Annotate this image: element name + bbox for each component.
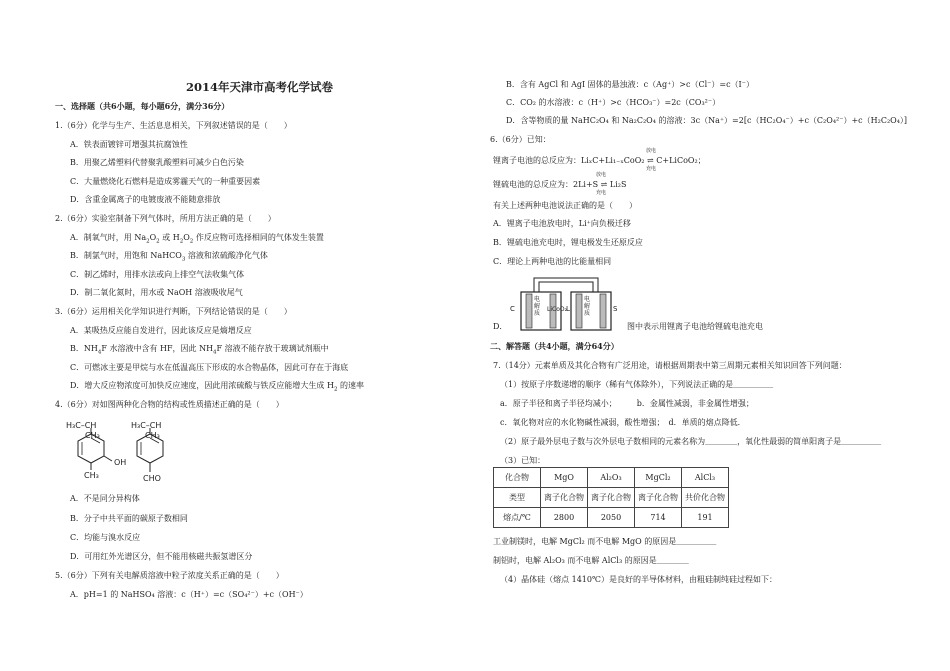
page-title: 2014年天津市高考化学试卷 [186,80,334,94]
fig-licoo2-label: LiCoO₂ [547,306,567,313]
table-cell: 化合物 [494,468,541,488]
table-cell: 熔点/℃ [494,508,541,528]
q3-option-b: B．$NH_4F$ 水溶液中含有 HF，因此 $NH_4F$ 溶液不能存放于玻璃试剂瓶中 [70,344,329,356]
q1-option-d: D．含重金属离子的电镀废液不能随意排放 [70,195,221,204]
table-cell: 离子化合物 [541,488,588,508]
table-cell: 离子化合物 [588,488,635,508]
table-row [494,468,729,488]
q5-option-b: B．含有 AgCl 和 AgI 固体的悬浊液：c（Ag⁺）>c（Cl⁻）=c（I⁻） [506,80,754,89]
q7-stem: 7.（14分）元素单质及其化合物有广泛用途，请根据周期表中第三周期元素相关知识回答下列问题： [493,361,847,370]
mol2-cho: CHO [143,474,161,483]
q1-stem: 1.（6分）化学与生产、生活息息相关，下列叙述错误的是（ ） [55,121,292,130]
table-row [494,508,729,528]
q6-charge-label-1: 充电 [646,166,657,172]
q6-option-c: C．理论上两种电池的比能量相同 [493,257,612,266]
q4-option-c: C．均能与溴水反应 [70,533,141,542]
q3-option-d: D．增大反应物浓度可加快反应速度，因此用浓硫酸与铁反应能增大生成 $H_2$ 的速率 [70,381,364,393]
q6-li-ion-reaction: 锂离子电池的总反应为：LiₓC+Li₁₋ₓCoO₂ ⇌ C+LiCoO₂； [493,156,706,165]
q1-option-b: B．用聚乙烯塑料代替聚乳酸塑料可减少白色污染 [70,158,244,167]
q4-option-d: D．可用红外光谱区分，但不能用核磁共振氢谱区分 [70,552,253,561]
q6-discharge-label-2: 放电 [596,172,607,178]
battery-circuit-figure [506,272,626,334]
q4-option-a: A．不是同分异构体 [70,494,140,503]
q7-line-mg: 工业制镁时，电解 MgCl₂ 而不电解 MgO 的原因是＿＿＿＿＿ [493,537,717,546]
fig-c-label: C [510,305,515,313]
q3-option-c: C．可燃冰主要是甲烷与水在低温高压下形成的水合物晶体，因此可存在于海底 [70,363,349,372]
q6-discharge-label-1: 放电 [646,148,657,154]
q6-charge-label-2: 充电 [596,190,607,196]
table-cell: 类型 [494,488,541,508]
mol1-oh: OH [114,458,127,467]
q3-stem: 3.（6分）运用相关化学知识进行判断，下列结论错误的是（ ） [55,307,292,316]
q1-option-c: C．大量燃烧化石燃料是造成雾霾天气的一种重要因素 [70,177,261,186]
q5-stem: 5.（6分）下列有关电解质溶液中粒子浓度关系正确的是（ ） [55,571,284,580]
q6-option-d: D． [493,322,508,331]
q1-option-a: A．铁表面镀锌可增强其抗腐蚀性 [70,140,188,149]
melting-point-table [493,467,729,528]
mol2-top: H₃C–CH [131,421,162,430]
q4-option-b: B．分子中共平面的碳原子数相同 [70,514,188,523]
q5-option-c: C．CO₂ 的水溶液：c（H⁺）>c（HCO₃⁻）=2c（CO₃²⁻） [506,98,721,107]
table-cell: 共价化合物 [682,488,729,508]
q6-ask: 有关上述两种电池说法正确的是（ ） [493,201,637,210]
fig-electrolyte-left: 电解质 [534,296,541,317]
mol1-top: H₃C–CH [66,421,97,430]
table-cell: AlCl₃ [682,468,729,488]
mol1-bottom-ch3: CH₃ [84,471,99,480]
q7-part1: （1）按原子序数递增的顺序（稀有气体除外），下列说法正确的是＿＿＿＿＿ [500,380,774,389]
fig-li-label: Li [566,305,572,313]
q7-line-al: 制铝时，电解 Al₂O₃ 而不电解 AlCl₃ 的原因是＿＿＿＿ [493,556,689,565]
q7-part1-ab: a．原子半径和离子半径均减小； b．金属性减弱，非金属性增强； [500,399,754,408]
table-cell: 2050 [588,508,635,528]
q2-option-a: A．制氧气时，用 $Na_2O_2$ 或 $H_2O_2$ 作反应物可选择相同的气体发生装置 [70,233,324,245]
q7-part1-cd: c．氧化物对应的水化物碱性减弱，酸性增强； d．单质的熔点降低． [500,418,746,427]
table-cell: 2800 [541,508,588,528]
q7-part3: （3）已知： [500,456,546,465]
section-answer-heading: 二、解答题（共4小题，满分64分） [490,341,619,351]
table-cell: 191 [682,508,729,528]
q6-li-s-reaction: 锂硫电池的总反应为：2Li+S ⇌ Li₂S [493,180,627,189]
q2-stem: 2.（6分）实验室制备下列气体时，所用方法正确的是（ ） [55,214,276,223]
q7-part2: （2）原子最外层电子数与次外层电子数相同的元素名称为＿＿＿＿，氧化性最弱的简单阳离子是＿＿＿＿＿ [500,437,882,446]
table-cell: MgO [541,468,588,488]
mol1-ch3: CH₃ [85,431,100,440]
q7-part4: （4）晶体硅（熔点 1410℃）是良好的半导体材料，由粗硅制纯硅过程如下： [500,575,777,584]
q4-stem: 4.（6分）对如图两种化合物的结构或性质描述正确的是（ ） [55,400,284,409]
q2-option-d: D．制二氧化氮时，用水或 NaOH 溶液吸收尾气 [70,288,243,297]
fig-s-label: S [613,305,618,313]
q5-option-a: A．pH=1 的 NaHSO₄ 溶液：c（H⁺）=c（SO₄²⁻）+c（OH⁻） [70,590,308,599]
q2-option-c: C．制乙烯时，用排水法或向上排空气法收集气体 [70,270,245,279]
q5-option-d: D．含等物质的量 NaHC₂O₄ 和 Na₂C₂O₄ 的溶液：3c（Na⁺）=2[c（HC₂O₄⁻）+c（C₂O₄²⁻）+c（H₂C₂O₄）] [506,116,908,125]
section-choice-heading: 一、选择题（共6小题，每小题6分，满分36分） [55,101,230,111]
table-cell: 离子化合物 [635,488,682,508]
table-cell: MgCl₂ [635,468,682,488]
q3-option-a: A．某吸热反应能自发进行，因此该反应是熵增反应 [70,326,252,335]
table-cell: 714 [635,508,682,528]
table-cell: Al₂O₃ [588,468,635,488]
q2-option-b: B．制氯气时，用饱和 NaHCO$_3$ 溶液和浓硫酸净化气体 [70,251,268,263]
q6-option-b: B．锂硫电池充电时，锂电极发生还原反应 [493,238,643,247]
table-row [494,488,729,508]
mol2-ch3: CH₃ [145,431,160,440]
q6-figure-caption: 图中表示用锂离子电池给锂硫电池充电 [627,322,763,331]
q6-option-a: A．锂离子电池放电时，Li⁺向负极迁移 [493,219,631,228]
fig-electrolyte-right: 电解质 [584,296,591,317]
q6-stem: 6.（6分）已知： [490,135,551,144]
